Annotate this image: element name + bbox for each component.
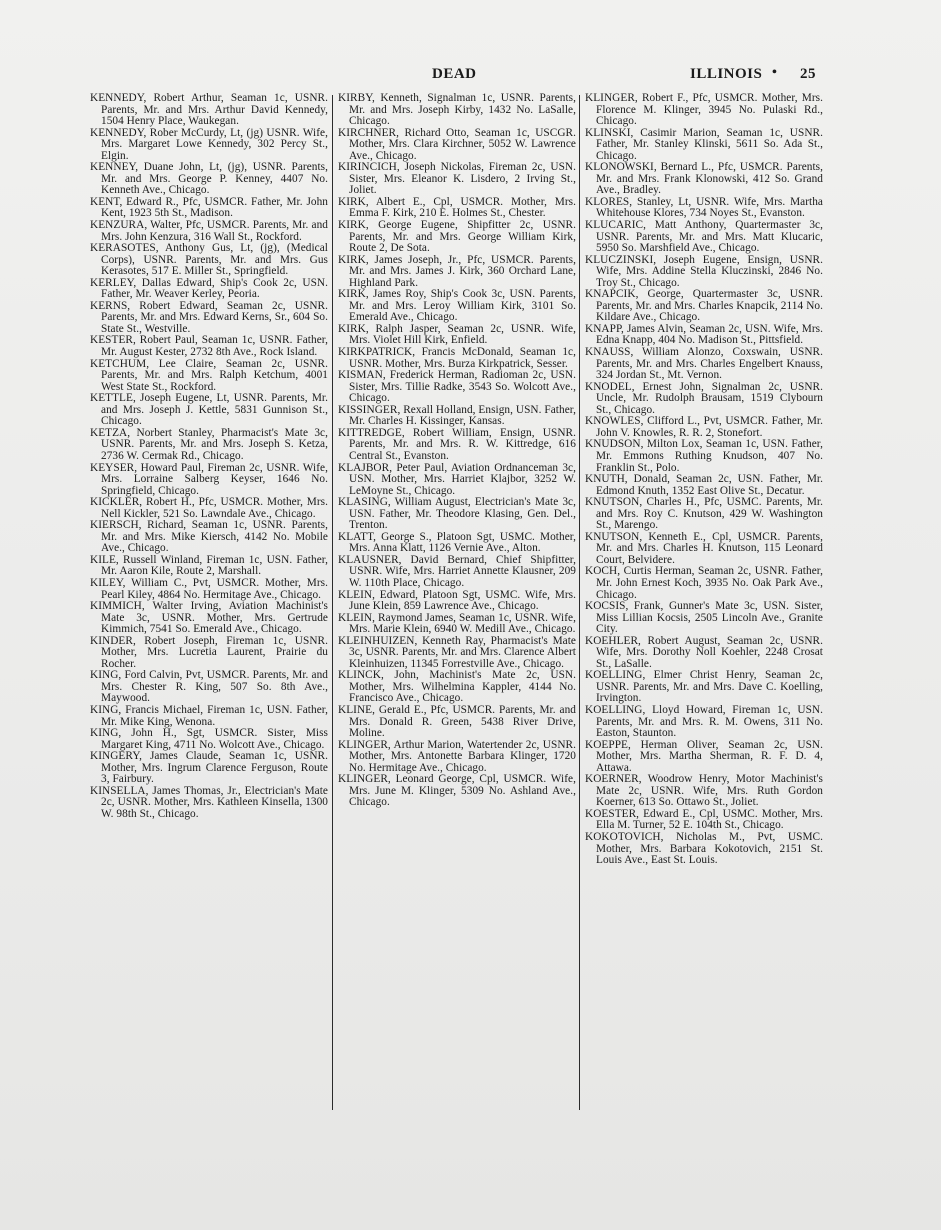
casualty-entry: KIRBY, Kenneth, Signalman 1c, USNR. Parents, Mr. and Mrs. Joseph Kirby, 1432 No. LaSalle, Chicago.	[338, 92, 576, 128]
casualty-entry: KOEPPE, Herman Oliver, Seaman 2c, USN. Mother, Mrs. Martha Sherman, R. F. D. 4, Attawa.	[585, 738, 823, 774]
casualty-entry: KERASOTES, Anthony Gus, Lt, (jg), (Medical Corps), USNR. Parents, Mr. and Mrs. Gus Kerasotes, 517 E. Miller St., Springfield.	[90, 242, 328, 278]
casualty-entry: KILEY, William C., Pvt, USMCR. Mother, Mrs. Pearl Kiley, 4864 No. Hermitage Ave., Chicago.	[90, 576, 328, 601]
casualty-entry: KILE, Russell Winland, Fireman 1c, USN. Father, Mr. Aaron Kile, Route 2, Marshall.	[90, 553, 328, 578]
casualty-entry: KENNEDY, Robert Arthur, Seaman 1c, USNR. Parents, Mr. and Mrs. Arthur David Kennedy, 1504 Henry Place, Waukegan.	[90, 92, 328, 128]
casualty-entry: KNUTSON, Kenneth E., Cpl, USMCR. Parents, Mr. and Mrs. Charles H. Knutson, 115 Leonard Court, Belvidere.	[585, 530, 823, 566]
casualty-entry: KOELLING, Elmer Christ Henry, Seaman 2c, USNR. Parents, Mr. and Mrs. Dave C. Koelling, Irvington.	[585, 669, 823, 705]
casualty-entry: KIRK, George Eugene, Shipfitter 2c, USNR. Parents, Mr. and Mrs. George William Kirk, Route 2, De Sota.	[338, 219, 576, 255]
casualty-entry: KNUTH, Donald, Seaman 2c, USN. Father, Mr. Edmond Knuth, 1352 East Olive St., Decatur.	[585, 473, 823, 497]
casualty-entry: KNAUSS, William Alonzo, Coxswain, USNR. Parents, Mr. and Mrs. Charles Engelbert Knauss, 324 Jordan St., Mt. Vernon.	[585, 346, 823, 382]
column-divider	[579, 95, 580, 1110]
casualty-entry: KERNS, Robert Edward, Seaman 2c, USNR. Parents, Mr. and Mrs. Edward Kerns, Sr., 604 So. State St., Westville.	[90, 299, 328, 335]
casualty-entry: KLEIN, Edward, Platoon Sgt, USMC. Wife, Mrs. June Klein, 859 Lawrence Ave., Chicago.	[338, 588, 576, 613]
casualty-entry: KIMMICH, Walter Irving, Aviation Machinist's Mate 3c, USNR. Mother, Mrs. Gertrude Kimmich, 7541 So. Emerald Ave., Chicago.	[90, 600, 328, 636]
casualty-entry: KIRK, James Joseph, Jr., Pfc, USMCR. Parents, Mr. and Mrs. James J. Kirk, 360 Orchard Lane, Highland Park.	[338, 253, 576, 289]
casualty-entry: KISMAN, Frederick Herman, Radioman 2c, USN. Sister, Mrs. Tillie Radke, 3543 So. Wolcott Ave., Chicago.	[338, 369, 576, 405]
casualty-entry: KLINE, Gerald E., Pfc, USMCR. Parents, Mr. and Mrs. Donald R. Green, 5438 River Drive, Moline.	[338, 703, 576, 740]
casualty-entry: KETZA, Norbert Stanley, Pharmacist's Mate 3c, USNR. Parents, Mr. and Mrs. Joseph S. Ketza, 2736 W. Cermak Rd., Chicago.	[90, 426, 328, 462]
casualty-entry: KLINGER, Arthur Marion, Watertender 2c, USNR. Mother, Mrs. Antonette Barbara Klinger, 1720 No. Hermitage Ave., Chicago.	[338, 738, 576, 774]
casualty-entry: KISSINGER, Rexall Holland, Ensign, USN. Father, Mr. Charles H. Kissinger, Kansas.	[338, 403, 576, 428]
casualty-entry: KLINGER, Robert F., Pfc, USMCR. Mother, Mrs. Florence M. Klinger, 3945 No. Pulaski Rd., Chicago.	[585, 92, 823, 128]
casualty-entry: KLEIN, Raymond James, Seaman 1c, USNR. Wife, Mrs. Marie Klein, 6940 W. Medill Ave., Chicago.	[338, 611, 576, 636]
casualty-entry: KENT, Edward R., Pfc, USMCR. Father, Mr. John Kent, 1923 5th St., Madison.	[90, 195, 328, 220]
casualty-entry: KENZURA, Walter, Pfc, USMCR. Parents, Mr. and Mrs. John Kenzura, 316 Wall St., Rockford.	[90, 219, 328, 243]
casualty-entry: KLATT, George S., Platoon Sgt, USMC. Mother, Mrs. Anna Klatt, 1126 Vernie Ave., Alton.	[338, 530, 576, 555]
casualty-entry: KINGERY, James Claude, Seaman 1c, USNR. Mother, Mrs. Ingrum Clarence Ferguson, Route 3, Fairbury.	[90, 750, 328, 786]
column-divider	[332, 95, 333, 1110]
casualty-entry: KING, Ford Calvin, Pvt, USMCR. Parents, Mr. and Mrs. Chester R. King, 507 So. 8th Ave., Maywood.	[90, 669, 328, 705]
casualty-entry: KLINCK, John, Machinist's Mate 2c, USN. Mother, Mrs. Wilhelmina Kappler, 4144 No. Francisco Ave., Chicago.	[338, 669, 576, 705]
casualty-entry: KENNEY, Duane John, Lt, (jg), USNR. Parents, Mr. and Mrs. George P. Kenney, 4407 No. Kenneth Ave., Chicago.	[90, 161, 328, 197]
casualty-entry: KOCSIS, Frank, Gunner's Mate 3c, USN. Sister, Miss Lillian Kocsis, 2505 Lincoln Ave., Granite City.	[585, 600, 823, 636]
page-number: 25	[800, 66, 816, 82]
section-title: DEAD	[432, 66, 477, 82]
state-name: ILLINOIS	[690, 66, 763, 82]
casualty-entry: KLAJBOR, Peter Paul, Aviation Ordnanceman 3c, USN. Mother, Mrs. Harriet Klajbor, 3252 W. LeMoyne St., Chicago.	[338, 461, 576, 497]
casualty-entry: KNAPCIK, George, Quartermaster 3c, USNR. Parents, Mr. and Mrs. Charles Knapcik, 2114 No. Kildare Ave., Chicago.	[585, 288, 823, 324]
casualty-entry: KERLEY, Dallas Edward, Ship's Cook 2c, USN. Father, Mr. Weaver Kerley, Peoria.	[90, 276, 328, 301]
casualty-entry: KETTLE, Joseph Eugene, Lt, USNR. Parents, Mr. and Mrs. Joseph J. Kettle, 5831 Gunnison St., Chicago.	[90, 392, 328, 428]
header-bullet: •	[772, 65, 778, 80]
casualty-entry: KLUCZINSKI, Joseph Eugene, Ensign, USNR. Wife, Mrs. Addine Stella Kluczinski, 2846 No. Troy St., Chicago.	[585, 253, 823, 289]
casualty-entry: KINDER, Robert Joseph, Fireman 1c, USNR. Mother, Mrs. Lucretia Laurent, Prairie du Rocher.	[90, 634, 328, 670]
casualty-entry: KIRK, Ralph Jasper, Seaman 2c, USNR. Wife, Mrs. Violet Hill Kirk, Enfield.	[338, 322, 576, 347]
column-1	[90, 93, 328, 820]
casualty-entry: KLINSKI, Casimir Marion, Seaman 1c, USNR. Father, Mr. Stanley Klinski, 5611 So. Ada St., Chicago.	[585, 126, 823, 162]
casualty-entry: KIRINCICH, Joseph Nickolas, Fireman 2c, USN. Sister, Mrs. Eleanor K. Lisdero, 2 Irving St., Joliet.	[338, 161, 576, 197]
column-3	[585, 93, 823, 867]
casualty-entry: KENNEDY, Rober McCurdy, Lt, (jg) USNR. Wife, Mrs. Margaret Lowe Kennedy, 302 Percy St., Elgin.	[90, 126, 328, 162]
casualty-entry: KLUCARIC, Matt Anthony, Quartermaster 3c, USNR. Parents, Mr. and Mrs. Matt Klucaric, 5950 So. Marshfield Ave., Chicago.	[585, 219, 823, 255]
casualty-entry: KOELLING, Lloyd Howard, Fireman 1c, USN. Parents, Mr. and Mrs. R. M. Owens, 311 No. Easton, Staunton.	[585, 703, 823, 740]
casualty-entry: KIRKPATRICK, Francis McDonald, Seaman 1c, USNR. Mother, Mrs. Burza Kirkpatrick, Sesser.	[338, 346, 576, 370]
casualty-entry: KING, John H., Sgt, USMCR. Sister, Miss Margaret King, 4711 No. Wolcott Ave., Chicago.	[90, 727, 328, 751]
casualty-entry: KOESTER, Edward E., Cpl, USMC. Mother, Mrs. Ella M. Turner, 52 E. 104th St., Chicago.	[585, 807, 823, 832]
casualty-entry: KOCH, Curtis Herman, Seaman 2c, USNR. Father, Mr. John Ernest Koch, 3935 No. Oak Park Ave., Chicago.	[585, 565, 823, 601]
casualty-entry: KLAUSNER, David Bernard, Chief Shipfitter, USNR. Wife, Mrs. Harriet Annette Klausner, 209 W. 110th Place, Chicago.	[338, 553, 576, 589]
casualty-entry: KLINGER, Leonard George, Cpl, USMCR. Wife, Mrs. June M. Klinger, 5309 No. Ashland Ave., Chicago.	[338, 773, 576, 809]
casualty-entry: KIRK, Albert E., Cpl, USMCR. Mother, Mrs. Emma F. Kirk, 210 E. Holmes St., Chester.	[338, 195, 576, 220]
casualty-entry: KOERNER, Woodrow Henry, Motor Machinist's Mate 2c, USNR. Wife, Mrs. Ruth Gordon Koerner, 613 So. Ottawo St., Joliet.	[585, 773, 823, 809]
page-header	[0, 66, 941, 86]
casualty-entry: KLASING, William August, Electrician's Mate 3c, USN. Father, Mr. Theodore Klasing, Gen. Del., Trenton.	[338, 496, 576, 532]
casualty-entry: KNUDSON, Milton Lox, Seaman 1c, USN. Father, Mr. Emmons Ruthing Knudson, 407 No. Franklin St., Polo.	[585, 438, 823, 474]
casualty-entry: KNODEL, Ernest John, Signalman 2c, USNR. Uncle, Mr. Rudolph Brausam, 1519 Clybourn St., Chicago.	[585, 380, 823, 416]
casualty-entry: KIRK, James Roy, Ship's Cook 3c, USN. Parents, Mr. and Mrs. Leroy William Kirk, 3101 So. Emerald Ave., Chicago.	[338, 288, 576, 324]
casualty-entry: KNUTSON, Charles H., Pfc, USMC. Parents, Mr. and Mrs. Roy C. Knutson, 429 W. Washington St., Marengo.	[585, 496, 823, 532]
casualty-entry: KICKLER, Robert H., Pfc, USMCR. Mother, Mrs. Nell Kickler, 521 So. Lawndale Ave., Chicago.	[90, 496, 328, 520]
casualty-entry: KING, Francis Michael, Fireman 1c, USN. Father, Mr. Mike King, Wenona.	[90, 703, 328, 728]
casualty-entry: KINSELLA, James Thomas, Jr., Electrician's Mate 2c, USNR. Mother, Mrs. Kathleen Kinsella, 1300 W. 98th St., Chicago.	[90, 784, 328, 820]
casualty-entry: KITTREDGE, Robert William, Ensign, USNR. Parents, Mr. and Mrs. R. W. Kittredge, 616 Central St., Evanston.	[338, 426, 576, 462]
casualty-entry: KNAPP, James Alvin, Seaman 2c, USN. Wife, Mrs. Edna Knapp, 404 No. Madison St., Pittsfield.	[585, 322, 823, 347]
column-2	[338, 93, 576, 809]
casualty-entry: KEYSER, Howard Paul, Fireman 2c, USNR. Wife, Mrs. Lorraine Salberg Keyser, 1646 No. Springfield, Chicago.	[90, 461, 328, 497]
casualty-entry: KNOWLES, Clifford L., Pvt, USMCR. Father, Mr. John V. Knowles, R. R. 2, Stonefort.	[585, 415, 823, 439]
casualty-entry: KLORES, Stanley, Lt, USNR. Wife, Mrs. Martha Whitehouse Klores, 734 Noyes St., Evanston.	[585, 195, 823, 220]
casualty-entry: KESTER, Robert Paul, Seaman 1c, USNR. Father, Mr. August Kester, 2732 8th Ave., Rock Island.	[90, 334, 328, 359]
casualty-entry: KIRCHNER, Richard Otto, Seaman 1c, USCGR. Mother, Mrs. Clara Kirchner, 5052 W. Lawrence Ave., Chicago.	[338, 126, 576, 162]
casualty-entry: KLEINHUIZEN, Kenneth Ray, Pharmacist's Mate 3c, USNR. Parents, Mr. and Mrs. Clarence Albert Kleinhuizen, 11345 Forrestville Ave., Chicago.	[338, 634, 576, 670]
casualty-entry: KIERSCH, Richard, Seaman 1c, USNR. Parents, Mr. and Mrs. Mike Kiersch, 4142 No. Mobile Ave., Chicago.	[90, 519, 328, 555]
casualty-entry: KOEHLER, Robert August, Seaman 2c, USNR. Wife, Mrs. Dorothy Noll Koehler, 2248 Crosat St., LaSalle.	[585, 634, 823, 670]
casualty-entry: KETCHUM, Lee Claire, Seaman 2c, USNR. Parents, Mr. and Mrs. Ralph Ketchum, 4001 West State St., Rockford.	[90, 357, 328, 393]
casualty-entry: KLONOWSKI, Bernard L., Pfc, USMCR. Parents, Mr. and Mrs. Frank Klonowski, 412 So. Grand Ave., Bradley.	[585, 161, 823, 197]
casualty-entry: KOKOTOVICH, Nicholas M., Pvt, USMC. Mother, Mrs. Barbara Kokotovich, 2151 St. Louis Ave., East St. Louis.	[585, 831, 823, 867]
